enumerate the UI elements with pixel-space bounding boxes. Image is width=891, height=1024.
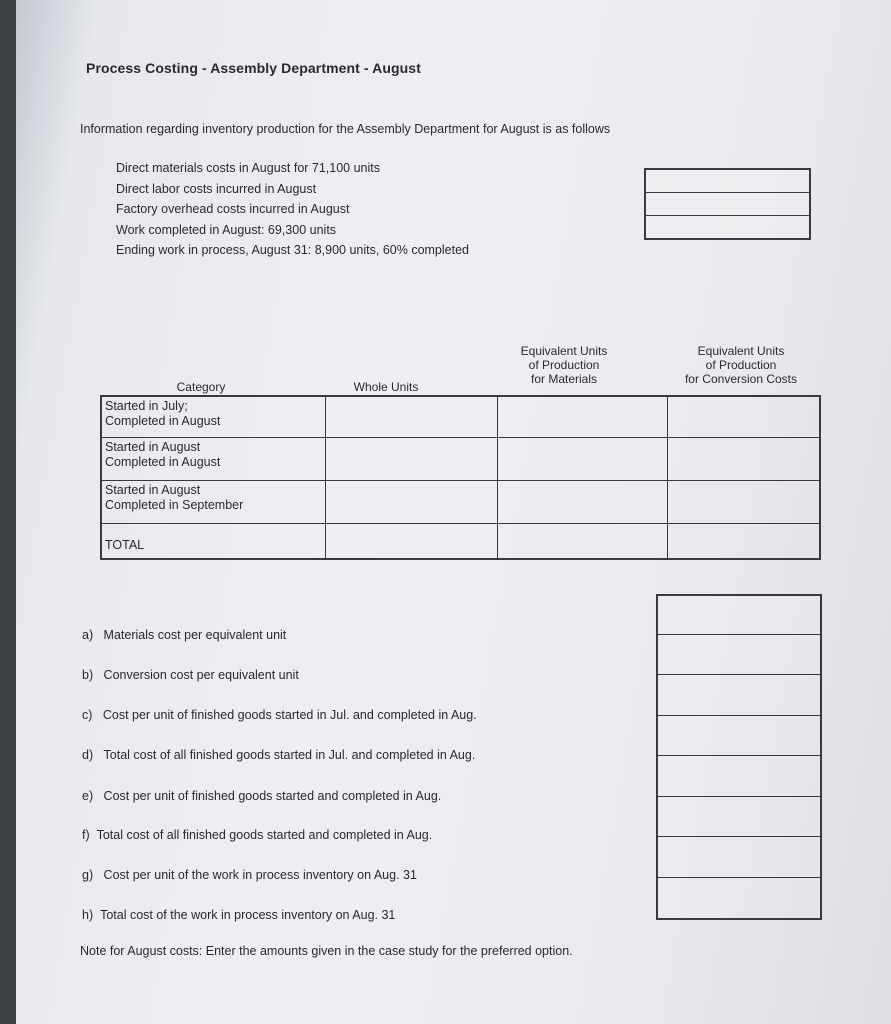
category-cell — [102, 438, 326, 480]
eq-conversion-cell[interactable] — [668, 481, 819, 523]
equivalent-units-table — [100, 395, 821, 560]
worksheet-page — [16, 0, 891, 1024]
question-e — [82, 789, 441, 803]
eq-conversion-cell[interactable] — [668, 397, 819, 437]
question-text: Cost per unit of finished goods started and completed in Aug. — [103, 789, 442, 803]
header-eq-conversion-line: for Conversion Costs — [684, 372, 798, 386]
question-text: Conversion cost per equivalent unit — [103, 668, 299, 682]
header-eq-conversion — [656, 344, 826, 386]
header-category: Category — [176, 380, 226, 394]
table-row-total — [102, 524, 819, 558]
answer-divider — [658, 674, 820, 675]
question-h — [82, 908, 395, 922]
question-letter: b) — [82, 668, 94, 682]
eq-conversion-total-cell[interactable] — [668, 524, 819, 558]
header-eq-materials — [494, 344, 634, 386]
answer-divider — [658, 836, 820, 837]
question-d — [82, 748, 475, 762]
question-letter: f) — [82, 828, 90, 842]
question-letter: h) — [82, 908, 94, 922]
eq-materials-cell[interactable] — [498, 397, 668, 437]
question-f — [82, 828, 432, 842]
category-line: Started in August — [105, 440, 201, 454]
whole-units-total-cell[interactable] — [326, 524, 498, 558]
question-g — [82, 868, 417, 882]
answer-divider — [658, 877, 820, 878]
answer-divider — [658, 634, 820, 635]
page-title: Process Costing - Assembly Department - August — [86, 60, 421, 76]
whole-units-cell[interactable] — [326, 438, 498, 480]
question-c — [82, 708, 477, 722]
intro-text: Information regarding inventory production for the Assembly Department for August is as follows — [80, 122, 611, 136]
eq-materials-cell[interactable] — [498, 481, 668, 523]
info-line: Direct materials costs in August for 71,100 units — [116, 161, 381, 175]
whole-units-cell[interactable] — [326, 481, 498, 523]
header-eq-conversion-line: Equivalent Units — [697, 344, 785, 358]
question-letter: a) — [82, 628, 94, 642]
answer-divider — [658, 796, 820, 797]
header-eq-materials-line: Equivalent Units — [520, 344, 608, 358]
eq-materials-cell[interactable] — [498, 438, 668, 480]
question-text: Cost per unit of the work in process inventory on Aug. 31 — [103, 868, 417, 882]
question-text: Total cost of the work in process inventory on Aug. 31 — [100, 908, 396, 922]
total-label: TOTAL — [105, 538, 145, 552]
eq-conversion-cell[interactable] — [668, 438, 819, 480]
info-line: Direct labor costs incurred in August — [116, 181, 317, 196]
info-line: Factory overhead costs incurred in August — [116, 202, 350, 216]
category-line: Started in August — [105, 483, 201, 497]
category-line: Completed in September — [105, 498, 244, 512]
question-letter: e) — [82, 789, 94, 803]
info-line: Ending work in process, August 31: 8,900 units, 60% completed — [116, 243, 469, 257]
question-a — [82, 628, 286, 642]
header-whole-units: Whole Units — [353, 380, 419, 394]
category-line: Started in July; — [105, 399, 188, 413]
direct-materials-cost-field[interactable] — [646, 170, 809, 193]
footnote: Note for August costs: Enter the amounts given in the case study for the preferred option. — [80, 944, 573, 958]
header-eq-materials-line: for Materials — [530, 372, 598, 386]
answer-box — [656, 594, 822, 920]
question-letter: g) — [82, 868, 94, 882]
question-text: Total cost of all finished goods started and completed in Aug. — [96, 828, 433, 842]
whole-units-cell[interactable] — [326, 397, 498, 437]
direct-labor-cost-field[interactable] — [646, 193, 809, 216]
question-text: Total cost of all finished goods started in Jul. and completed in Aug. — [103, 748, 476, 762]
table-row — [102, 481, 819, 524]
answer-divider — [658, 715, 820, 716]
question-letter: c) — [82, 708, 93, 722]
factory-overhead-cost-field[interactable] — [646, 216, 809, 238]
info-list — [116, 158, 469, 261]
question-letter: d) — [82, 748, 94, 762]
table-row — [102, 438, 819, 481]
info-line: Work completed in August: 69,300 units — [116, 222, 337, 237]
category-line: Completed in August — [105, 455, 221, 469]
header-eq-materials-line: of Production — [528, 358, 600, 372]
table-row — [102, 397, 819, 438]
category-cell — [102, 397, 326, 437]
question-text: Materials cost per equivalent unit — [103, 628, 287, 642]
question-b — [82, 668, 299, 682]
cost-input-box — [644, 168, 811, 240]
question-text: Cost per unit of finished goods started in Jul. and completed in Aug. — [102, 708, 477, 722]
header-eq-conversion-line: of Production — [705, 358, 777, 372]
category-line: Completed in August — [105, 414, 221, 428]
category-cell — [102, 481, 326, 523]
eq-materials-total-cell[interactable] — [498, 524, 668, 558]
total-label-cell — [102, 524, 326, 558]
answer-divider — [658, 755, 820, 756]
